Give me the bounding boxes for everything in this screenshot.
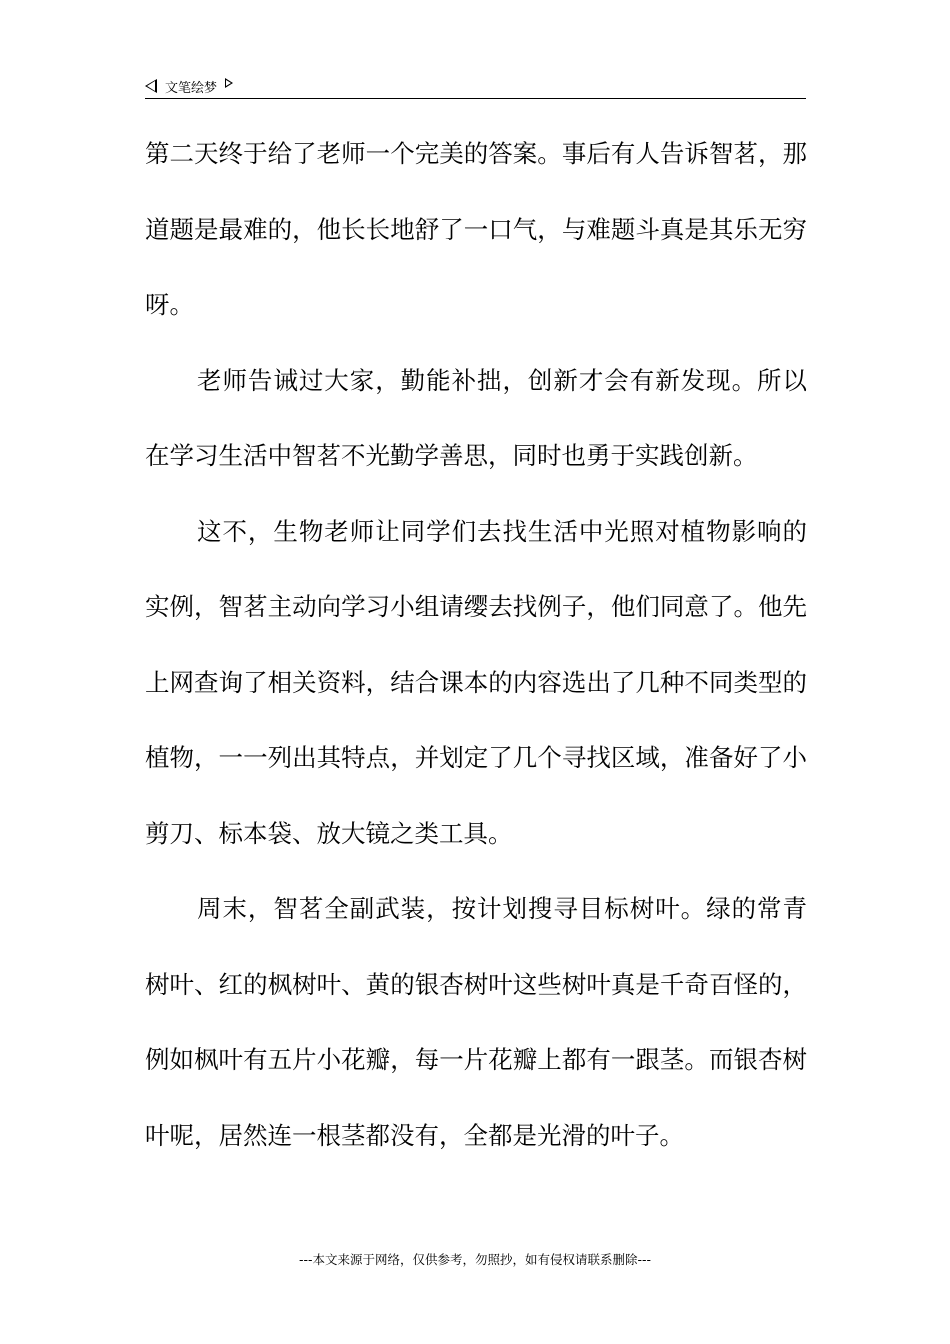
page-footer: ---本文来源于网络，仅供参考，勿照抄，如有侵权请联系删除---	[298, 1252, 652, 1267]
paragraph-2: 老师告诫过大家，勤能补拙，创新才会有新发现。所以在学习生活中智茗不光勤学善思，同时也勇于实践创新。	[145, 365, 807, 470]
paragraph-3: 这不，生物老师让同学们去找生活中光照对植物影响的实例，智茗主动向学习小组请缨去找例子，他们同意了。他先上网查询了相关资料，结合课本的内容选出了几种不同类型的植物，一一列出其特点，并划定了几个寻找区域，准备好了小剪刀、标本袋、放大镜之类工具。	[145, 516, 807, 848]
paragraph-1: 第二天终于给了老师一个完美的答案。事后有人告诉智茗，那道题是最难的，他长长地舒了一口气，与难题斗真是其乐无穷呀。	[145, 139, 807, 319]
document-body	[145, 116, 807, 1173]
triangle-left-icon	[145, 79, 157, 93]
page-header	[145, 74, 806, 99]
paragraph-4: 周末，智茗全副武装，按计划搜寻目标树叶。绿的常青树叶、红的枫树叶、黄的银杏树叶这些树叶真是千奇百怪的，例如枫叶有五片小花瓣，每一片花瓣上都有一跟茎。而银杏树叶呢，居然连一根茎都没有，全都是光滑的叶子。	[145, 894, 807, 1150]
triangle-right-icon	[225, 78, 233, 88]
header-title: 文笔绘梦	[165, 80, 218, 96]
